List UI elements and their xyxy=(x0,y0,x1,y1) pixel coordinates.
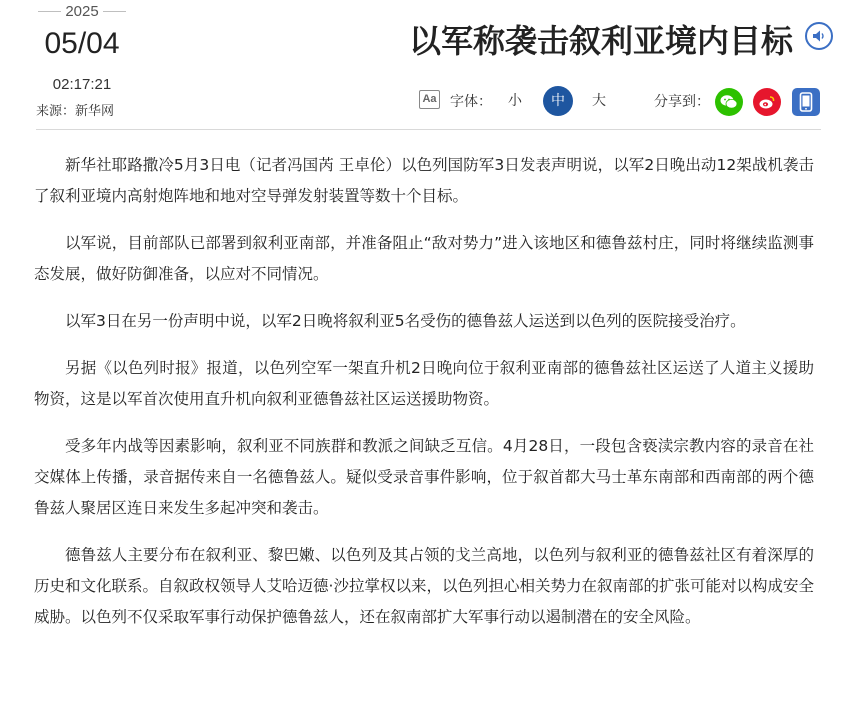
speaker-icon xyxy=(812,29,826,43)
font-size-medium[interactable]: 中 xyxy=(543,86,573,116)
share-weibo-button[interactable] xyxy=(753,88,781,116)
article-paragraph: 以军说，目前部队已部署到叙利亚南部，并准备阻止“敌对势力”进入该地区和德鲁兹村庄，同时将继续监测事态发展，做好防御准备，以应对不同情况。 xyxy=(34,234,814,283)
share-mobile-button[interactable] xyxy=(792,88,820,116)
article-paragraph: 受多年内战等因素影响，叙利亚不同族群和教派之间缺乏互信。4月28日，一段包含亵渎宗教内容的录音在社交媒体上传播，录音据传来自一名德鲁兹人。疑似受录音事件影响，位于叙首都大马士革东南部和西南部的两个德鲁兹人聚居区连日来发生多起冲突和袭击。 xyxy=(34,437,814,517)
year-row xyxy=(38,0,126,22)
article-toolbar xyxy=(0,86,841,116)
weibo-icon xyxy=(758,94,776,110)
audio-play-button[interactable] xyxy=(805,22,833,50)
article-paragraph: 德鲁兹人主要分布在叙利亚、黎巴嫩、以色列及其占领的戈兰高地，以色列与叙利亚的德鲁兹社区有着深厚的历史和文化联系。自叙政权领导人艾哈迈德·沙拉掌权以来，以色列担心相关势力在叙南部的扩张可能对以构成安全威胁。以色列不仅采取军事行动保护德鲁兹人，还在叙南部扩大军事行动以遏制潜在的安全风险。 xyxy=(34,546,814,626)
article-title: 以军称袭击叙利亚境内目标 xyxy=(408,22,793,60)
font-size-icon: Aa xyxy=(419,90,440,109)
article-paragraph: 以军3日在另一份声明中说，以军2日晚将叙利亚5名受伤的德鲁兹人运送到以色列的医院接受治疗。 xyxy=(65,312,746,330)
year-divider-right xyxy=(103,11,126,12)
article-body xyxy=(34,150,814,649)
article-paragraph: 另据《以色列时报》报道，以色列空军一架直升机2日晚向位于叙利亚南部的德鲁兹社区运送了人道主义援助物资，这是以军首次使用直升机向叙利亚德鲁兹社区运送援助物资。 xyxy=(34,359,814,408)
header-divider xyxy=(36,129,821,130)
share-wechat-button[interactable] xyxy=(715,88,743,116)
share-label: 分享到： xyxy=(654,94,710,110)
font-size-small[interactable]: 小 xyxy=(508,93,522,109)
mobile-icon xyxy=(799,92,813,112)
publish-time: 02:17:21 xyxy=(52,76,112,93)
wechat-icon xyxy=(720,94,738,110)
article-paragraph: 新华社耶路撒冷5月3日电（记者冯国芮 王卓伦）以色列国防军3日发表声明说，以军2日晚出动12架战机袭击了叙利亚境内高射炮阵地和地对空导弹发射装置等数十个目标。 xyxy=(34,156,814,205)
year-divider-left xyxy=(38,11,61,12)
article-source: 来源：新华网 xyxy=(36,104,115,119)
font-size-label: 字体： xyxy=(450,94,492,110)
font-size-large[interactable]: 大 xyxy=(592,93,606,109)
publish-day: 05/04 xyxy=(44,27,120,60)
publish-year: 2025 xyxy=(65,2,99,20)
date-block xyxy=(38,0,126,93)
